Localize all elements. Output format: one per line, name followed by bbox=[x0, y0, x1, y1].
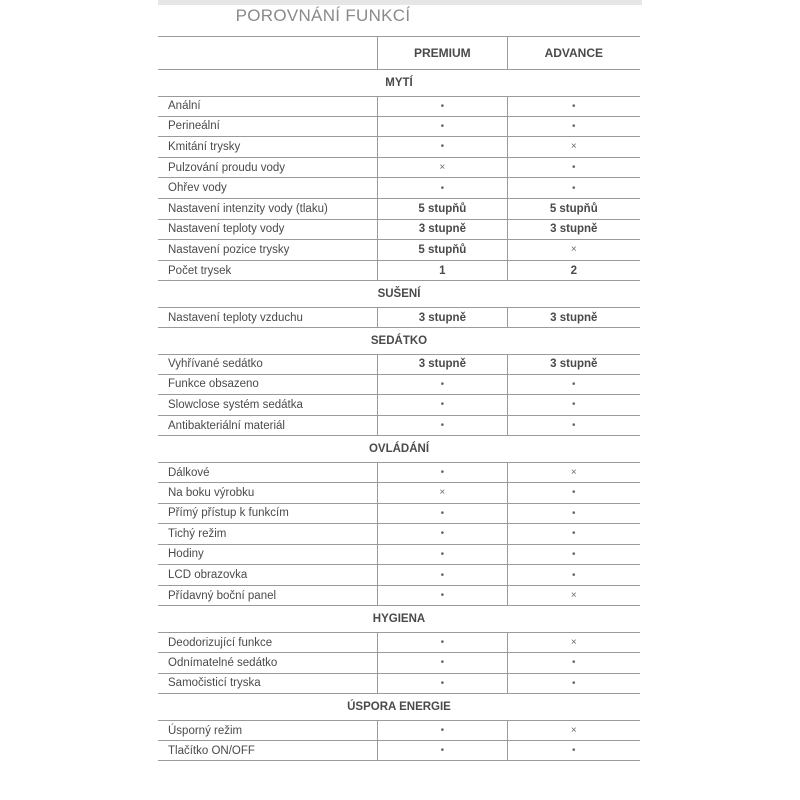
feature-cell bbox=[158, 240, 377, 260]
premium-cell bbox=[377, 565, 506, 585]
no-cross-icon: × bbox=[570, 637, 577, 649]
advance-cell bbox=[507, 741, 640, 761]
feature-value: 2 bbox=[570, 264, 577, 277]
feature-value: 5 stupňů bbox=[549, 202, 598, 215]
yes-dot-icon: • bbox=[440, 590, 445, 602]
premium-cell bbox=[377, 97, 506, 116]
feature-label: Perineální bbox=[168, 120, 220, 133]
yes-dot-icon: • bbox=[572, 378, 576, 390]
feature-label: Na boku výrobku bbox=[168, 486, 255, 499]
premium-cell bbox=[377, 375, 506, 395]
premium-cell bbox=[377, 586, 506, 606]
no-cross-icon: × bbox=[439, 162, 446, 174]
yes-dot-icon: • bbox=[572, 100, 576, 112]
premium-cell bbox=[377, 463, 506, 482]
feature-value: 5 stupňů bbox=[418, 202, 467, 215]
feature-label: Kmitání trysky bbox=[168, 140, 241, 153]
advance-cell bbox=[507, 463, 640, 482]
yes-dot-icon: • bbox=[440, 725, 445, 737]
table-row bbox=[158, 504, 640, 525]
feature-value: 3 stupně bbox=[550, 358, 598, 371]
feature-label: Pulzování proudu vody bbox=[168, 161, 285, 174]
advance-cell bbox=[507, 137, 640, 157]
feature-label: LCD obrazovka bbox=[168, 569, 248, 582]
yes-dot-icon: • bbox=[440, 120, 445, 132]
advance-cell bbox=[507, 97, 640, 116]
premium-cell bbox=[377, 308, 506, 327]
section-heading: SEDÁTKO bbox=[370, 334, 428, 347]
feature-cell bbox=[158, 633, 377, 652]
premium-cell bbox=[377, 261, 506, 281]
table-body bbox=[158, 70, 640, 761]
advance-cell bbox=[507, 633, 640, 652]
yes-dot-icon: • bbox=[440, 182, 445, 194]
table-row bbox=[158, 375, 640, 396]
yes-dot-icon: • bbox=[572, 399, 576, 411]
section-heading: ÚSPORA ENERGIE bbox=[347, 701, 451, 714]
table-row bbox=[158, 117, 640, 138]
top-border bbox=[158, 0, 642, 5]
yes-dot-icon: • bbox=[572, 182, 576, 194]
advance-cell bbox=[507, 117, 640, 137]
yes-dot-icon: • bbox=[572, 162, 576, 174]
premium-cell bbox=[377, 416, 506, 436]
table-row bbox=[158, 240, 640, 261]
feature-cell bbox=[158, 483, 377, 503]
feature-cell bbox=[158, 504, 377, 524]
feature-label: Tichý režim bbox=[168, 527, 227, 540]
feature-cell bbox=[158, 158, 377, 178]
advance-cell bbox=[507, 586, 640, 606]
table-row bbox=[158, 653, 640, 674]
yes-dot-icon: • bbox=[440, 528, 445, 540]
table-row bbox=[158, 462, 640, 483]
feature-cell bbox=[158, 565, 377, 585]
feature-cell bbox=[158, 220, 377, 240]
advance-cell bbox=[507, 721, 640, 740]
table-header bbox=[158, 36, 640, 70]
advance-cell bbox=[507, 395, 640, 415]
feature-label: Deodorizující funkce bbox=[168, 636, 273, 649]
advance-cell bbox=[507, 178, 640, 198]
feature-label: Hodiny bbox=[168, 548, 204, 561]
premium-cell bbox=[377, 483, 506, 503]
yes-dot-icon: • bbox=[572, 548, 576, 560]
premium-cell bbox=[377, 721, 506, 740]
feature-label: Nastavení teploty vody bbox=[168, 223, 285, 236]
yes-dot-icon: • bbox=[572, 420, 576, 432]
feature-cell bbox=[158, 137, 377, 157]
table-row bbox=[158, 395, 640, 416]
feature-label: Dálkové bbox=[168, 466, 210, 479]
yes-dot-icon: • bbox=[440, 548, 445, 560]
page-title: POROVNÁNÍ FUNKCÍ bbox=[235, 6, 411, 25]
feature-cell bbox=[158, 674, 377, 694]
section-heading: OVLÁDÁNÍ bbox=[368, 443, 430, 456]
yes-dot-icon: • bbox=[572, 677, 576, 689]
advance-cell bbox=[507, 674, 640, 694]
feature-value: 3 stupně bbox=[418, 311, 466, 324]
table-row bbox=[158, 565, 640, 586]
feature-label: Nastavení teploty vzduchu bbox=[168, 311, 303, 324]
header-feature-cell bbox=[158, 37, 377, 69]
yes-dot-icon: • bbox=[440, 745, 445, 757]
advance-cell bbox=[507, 261, 640, 281]
premium-cell bbox=[377, 137, 506, 157]
premium-cell bbox=[377, 545, 506, 565]
advance-cell bbox=[507, 504, 640, 524]
feature-cell bbox=[158, 545, 377, 565]
table-row bbox=[158, 545, 640, 566]
feature-label: Ohřev vody bbox=[168, 182, 227, 195]
table-row bbox=[158, 416, 640, 437]
premium-cell bbox=[377, 355, 506, 374]
section-heading: SUŠENÍ bbox=[377, 288, 421, 301]
premium-cell bbox=[377, 220, 506, 240]
table-row bbox=[158, 632, 640, 653]
feature-cell bbox=[158, 117, 377, 137]
table-row bbox=[158, 137, 640, 158]
feature-cell bbox=[158, 524, 377, 544]
feature-label: Tlačítko ON/OFF bbox=[168, 744, 255, 757]
advance-cell bbox=[507, 375, 640, 395]
feature-cell bbox=[158, 416, 377, 436]
advance-cell bbox=[507, 158, 640, 178]
premium-cell bbox=[377, 178, 506, 198]
yes-dot-icon: • bbox=[440, 378, 445, 390]
feature-cell bbox=[158, 199, 377, 219]
advance-cell bbox=[507, 355, 640, 374]
section-heading: MYTÍ bbox=[385, 77, 413, 89]
table-row bbox=[158, 220, 640, 241]
header-premium: PREMIUM bbox=[377, 37, 506, 69]
feature-label: Nastavení pozice trysky bbox=[168, 243, 290, 256]
feature-cell bbox=[158, 375, 377, 395]
table-row bbox=[158, 158, 640, 179]
feature-value: 3 stupně bbox=[418, 223, 466, 236]
yes-dot-icon: • bbox=[440, 100, 445, 112]
feature-label: Přídavný boční panel bbox=[168, 589, 277, 602]
feature-value: 3 stupně bbox=[550, 311, 598, 324]
yes-dot-icon: • bbox=[440, 569, 445, 581]
feature-cell bbox=[158, 308, 377, 327]
feature-cell bbox=[158, 261, 377, 281]
no-cross-icon: × bbox=[570, 467, 577, 479]
table-row bbox=[158, 178, 640, 199]
yes-dot-icon: • bbox=[440, 507, 445, 519]
table-row bbox=[158, 586, 640, 607]
feature-value: 3 stupně bbox=[550, 223, 598, 236]
yes-dot-icon: • bbox=[572, 745, 576, 757]
feature-label: Antibakteriální materiál bbox=[168, 419, 285, 432]
feature-cell bbox=[158, 463, 377, 482]
no-cross-icon: × bbox=[439, 487, 446, 499]
yes-dot-icon: • bbox=[572, 528, 576, 540]
comparison-table bbox=[158, 36, 640, 761]
feature-label: Úsporný režim bbox=[168, 724, 243, 737]
no-cross-icon: × bbox=[570, 244, 577, 256]
premium-cell bbox=[377, 158, 506, 178]
yes-dot-icon: • bbox=[440, 657, 445, 669]
yes-dot-icon: • bbox=[572, 120, 576, 132]
feature-cell bbox=[158, 586, 377, 606]
feature-label: Přímý přístup k funkcím bbox=[168, 507, 289, 520]
no-cross-icon: × bbox=[570, 590, 577, 602]
section-heading: HYGIENA bbox=[372, 613, 426, 626]
table-row bbox=[158, 483, 640, 504]
no-cross-icon: × bbox=[570, 141, 577, 153]
feature-label: Funkce obsazeno bbox=[168, 378, 259, 391]
feature-cell bbox=[158, 741, 377, 761]
premium-cell bbox=[377, 633, 506, 652]
table-row bbox=[158, 674, 640, 695]
feature-label: Samočisticí tryska bbox=[168, 677, 261, 690]
premium-cell bbox=[377, 524, 506, 544]
advance-cell bbox=[507, 545, 640, 565]
no-cross-icon: × bbox=[570, 725, 577, 737]
table-row bbox=[158, 720, 640, 741]
yes-dot-icon: • bbox=[572, 657, 576, 669]
premium-cell bbox=[377, 504, 506, 524]
advance-cell bbox=[507, 220, 640, 240]
premium-cell bbox=[377, 199, 506, 219]
yes-dot-icon: • bbox=[572, 507, 576, 519]
yes-dot-icon: • bbox=[440, 141, 445, 153]
advance-cell bbox=[507, 199, 640, 219]
feature-label: Vyhřívané sedátko bbox=[168, 358, 263, 371]
table-row bbox=[158, 96, 640, 117]
advance-cell bbox=[507, 240, 640, 260]
table-row bbox=[158, 307, 640, 328]
table-row bbox=[158, 261, 640, 282]
feature-cell bbox=[158, 653, 377, 673]
premium-cell bbox=[377, 240, 506, 260]
feature-cell bbox=[158, 395, 377, 415]
yes-dot-icon: • bbox=[440, 677, 445, 689]
feature-label: Nastavení intenzity vody (tlaku) bbox=[168, 202, 328, 215]
yes-dot-icon: • bbox=[440, 420, 445, 432]
premium-cell bbox=[377, 674, 506, 694]
advance-cell bbox=[507, 416, 640, 436]
feature-label: Anální bbox=[168, 100, 201, 113]
table-row bbox=[158, 524, 640, 545]
advance-cell bbox=[507, 653, 640, 673]
feature-cell bbox=[158, 97, 377, 116]
table-row bbox=[158, 741, 640, 762]
feature-label: Odnímatelné sedátko bbox=[168, 656, 278, 669]
yes-dot-icon: • bbox=[440, 637, 445, 649]
feature-label: Počet trysek bbox=[168, 264, 232, 277]
feature-value: 3 stupně bbox=[418, 358, 466, 371]
advance-cell bbox=[507, 308, 640, 327]
advance-cell bbox=[507, 524, 640, 544]
premium-cell bbox=[377, 653, 506, 673]
yes-dot-icon: • bbox=[440, 467, 445, 479]
yes-dot-icon: • bbox=[572, 569, 576, 581]
feature-value: 5 stupňů bbox=[418, 243, 467, 256]
yes-dot-icon: • bbox=[572, 487, 576, 499]
premium-cell bbox=[377, 117, 506, 137]
feature-cell bbox=[158, 355, 377, 374]
premium-cell bbox=[377, 741, 506, 761]
advance-cell bbox=[507, 483, 640, 503]
feature-value: 1 bbox=[439, 264, 446, 277]
table-row bbox=[158, 199, 640, 220]
header-advance: ADVANCE bbox=[507, 37, 640, 69]
feature-cell bbox=[158, 178, 377, 198]
feature-cell bbox=[158, 721, 377, 740]
feature-label: Slowclose systém sedátka bbox=[168, 398, 303, 411]
premium-cell bbox=[377, 395, 506, 415]
advance-cell bbox=[507, 565, 640, 585]
yes-dot-icon: • bbox=[440, 399, 445, 411]
table-row bbox=[158, 354, 640, 375]
